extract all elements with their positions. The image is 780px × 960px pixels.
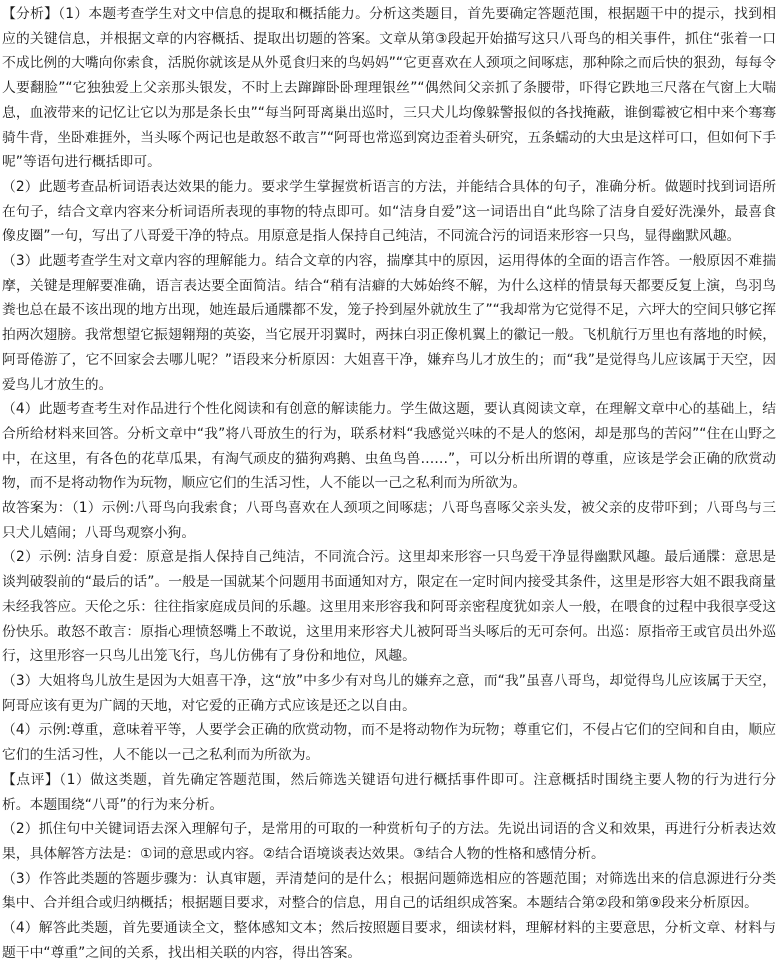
answer-paragraph-4: （4）示例:尊重，意味着平等，人要学会正确的欣赏动物，而不是将动物作为玩物；尊重它们，不侵占它们的空间和自由，顺应它们的生活习性，人不能以一己之私利而为所欲为。 bbox=[2, 722, 776, 764]
comment-paragraph-2: （2）抓住句中关键词语去深入理解句子，是常用的可取的一种赏析句子的方法。先说出词语的含义和效果，再进行分析表达效果，具体解答方法是：①词的意思或内容。②结合语境谈表达效果。③结合人物的性格和感情分析。 bbox=[2, 821, 776, 862]
analysis-paragraph-2: （2）此题考查品析词语表达效果的能力。要求学生掌握赏析语言的方法，并能结合具体的句子，准确分析。做题时找到词语所在句子，结合文章内容来分析词语所表现的事物的特点即可。如“洁身自爱”这一词语出自“此鸟除了洁身自爱好洗澡外，最喜食像皮圈”一句，写出了八哥爱干净的特点。用原意是指人保持自己纯洁，不同流合污的词语来形容一只鸟，显得幽默风趣。 bbox=[2, 178, 776, 245]
analysis-paragraph-4: （4）此题考查考生对作品进行个性化阅读和有创意的解读能力。学生做这题，要认真阅读文章，在理解文章中心的基础上，结合所给材料来回答。分析文章中“我”将八哥放生的行为，联系材料“我感觉兴味的不是人的悠闲，却是那鸟的苦闷”“住在山野之中，在这里，有各色的花草瓜果，有淘气顽皮的猫狗鸡鹅、虫鱼鸟兽……”，可以分析出所谓的尊重，应该是学会正确的欣赏动物，而不是将动物作为玩物，顺应它们的生活习性，人不能以一己之私利而为所欲为。 bbox=[2, 401, 776, 492]
answer-paragraph-1: 故答案为：（1）示例:八哥鸟向我索食；八哥鸟喜欢在人颈项之间啄痣；八哥鸟喜啄父亲头发，被父亲的皮带吓到；八哥鸟与三只犬儿嬉闹；八哥鸟观察小狗。 bbox=[2, 500, 776, 541]
answer-paragraph-2: （2）示例: 洁身自爱：原意是指人保持自己纯洁，不同流合污。这里却来形容一只鸟爱干净显得幽默风趣。最后通牒：意思是谈判破裂前的“最后的话”。一般是一国就某个问题用书面通知对方，限定在一定时间内接受其条件，这里是形容大姐不跟我商量未经我答应。天伦之乐：往往指家庭成员间的乐趣。这里用来形容我和阿哥亲密程度犹如亲人一般，在喂食的过程中我很享受这份快乐。敢怒不敢言：原指心理愤怒嘴上不敢说，这里用来形容犬儿被阿哥当头啄后的无可奈何。出巡：原指帝王或官员出外巡行，这里形容一只鸟儿出笼飞行，鸟儿仿佛有了身份和地位，风趣。 bbox=[2, 549, 776, 665]
comment-paragraph-3: （3）作答此类题的答题步骤为：认真审题，弄清楚问的是什么；根据问题筛选相应的答题范围；对筛选出来的信息源进行分类集中、合并组合或归纳概括；根据题目要求，对整合的信息，用自己的话组织成答案。本题结合第②段和第⑨段来分析原因。 bbox=[2, 870, 776, 912]
comment-paragraph-4: （4）解答此类题，首先要通读全文，整体感知文本；然后按照题目要求，细读材料，理解材料的主要意思，分析文章、材料与题干中“尊重”之间的关系，找出相关联的内容，得出答案。 bbox=[2, 920, 776, 960]
analysis-paragraph-1: 【分析】（1）本题考查学生对文中信息的提取和概括能力。分析这类题目，首先要确定答题范围，根据题干中的提示，找到相应的关键信息，并根据文章的内容概括、提取出切题的答案。文章从第③段起开始描写这只八哥鸟的相关事件，抓住“张着一口不成比例的大嘴向你索食，活脱你就该是从外觅食归来的鸟妈妈”“它更喜欢在人颈项之间啄痣，那种除之而后快的狠劲，每每令人要翻脸”“它独独爱上父亲那头银发，不时上去蹿蹿卧卧理理银丝”“偶然间父亲抓了条腰带，吓得它跌地三尺落在气窗上大喘息，血液带来的记忆让它以为那是条长虫”“每当阿哥离巢出巡时，三只犬儿均像躲警报似的各找掩蔽，谁倒霉被它相中来个骞骞骑牛背，坐卧难捱外，当头啄个两记也是敢怒不敢言”“阿哥也常巡到窝边歪着头研究，五条蠕动的大虫是这样可口，但如何下手呢”等语句进行概括即可。 bbox=[2, 6, 776, 171]
comment-paragraph-1: 【点评】（1）做这类题，首先确定答题范围，然后筛选关键语句进行概括事件即可。注意概括时围绕主要人物的行为进行分析。本题围绕“八哥”的行为来分析。 bbox=[2, 771, 776, 813]
analysis-paragraph-3: （3）此题考查学生对文章内容的理解能力。结合文章的内容，揣摩其中的原因，运用得体的全面的语言作答。一般原因不难揣摩，关键是理解要准确，语言表达要全面简洁。结合“稍有洁癖的大姊始终不解，为什么这样的情景每天都要反复上演，鸟羽鸟粪也总在最不该出现的地方出现，她连最后通牒都不发，笼子拎到屋外就放生了”“我却常为它觉得不足，六坪大的空间只够它挥拍两次翅膀。我常想望它振翅翱翔的英姿，当它展开羽翼时，两抹白羽正像机翼上的徽记一般。飞机航行万里也有落地的时候，阿哥倦游了，它不回家会去哪儿呢？”语段来分析原因：大姐喜干净，嫌弃鸟儿才放生的；而“我”是觉得鸟儿应该属于天空，因爱鸟儿才放生的。 bbox=[2, 253, 776, 393]
answer-paragraph-3: （3）大姐将鸟儿放生是因为大姐喜干净，这“放”中多少有对鸟儿的嫌弃之意，而“我”虽喜八哥鸟，却觉得鸟儿应该属于天空，阿哥应该有更为广阔的天地，对它爱的正确方式应该是还之以自由。 bbox=[2, 672, 776, 714]
